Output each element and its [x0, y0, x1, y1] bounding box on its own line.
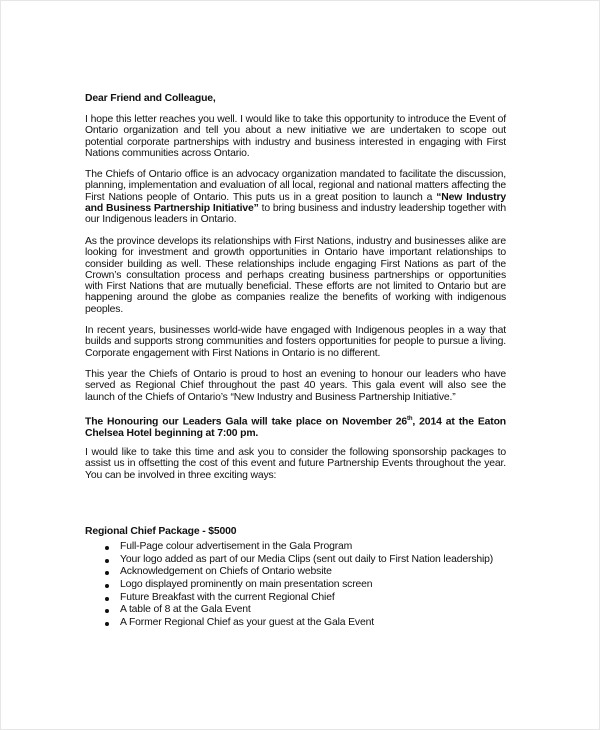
list-item — [85, 617, 493, 630]
list-item-text: A table of 8 at the Gala Event — [120, 604, 251, 616]
bullet-icon — [105, 571, 109, 575]
paragraph-text: The Chiefs of Ontario office is an advocacy organization mandated to facilitate the discussion, planning, implementation and evaluation of all local, regional and national matters affecting the First Nations people of Ontario. This puts us in a great position to launch a — [85, 169, 506, 203]
list-item — [85, 592, 493, 605]
gala-announcement — [85, 414, 506, 439]
bullet-icon — [105, 546, 109, 550]
paragraph-this-year: This year the Chiefs of Ontario is proud to host an evening to honour our leaders who have served as Regional Chief throughout the past 40 years. This gala event will also see the launch of the Chiefs of Ontario’s “New Industry and Business Partnership Initiative.” — [85, 369, 506, 403]
bullet-icon — [105, 622, 109, 626]
gala-sup: th — [407, 416, 413, 422]
initiative-name: “New Industry and Business Partnership Initiative” — [85, 191, 506, 214]
bullet-icon — [105, 559, 109, 563]
paragraph-recent-years: In recent years, businesses world-wide have engaged with Indigenous peoples in a way that builds and supports strong communities and fosters opportunities for people to pursue a living. Corporate engagement with First Nations in Ontario is no different. — [85, 325, 506, 359]
bullet-icon — [105, 609, 109, 613]
list-item-text: Future Breakfast with the current Regional Chief — [120, 591, 335, 603]
paragraph-relationships: As the province develops its relationships with First Nations, industry and businesses alike are looking for investment and growth opportunities in Ontario have important relationships to consider building as well. These relationships include engaging First Nations as part of the Crown’s consultation process and perhaps creating business partnerships or opportunities with First Nations that are mutually beneficial. These efforts are not limited to Ontario but are happening around the globe as companies realize the benefits of working with indigenous peoples. — [85, 236, 506, 315]
package-title: Regional Chief Package - $5000 — [85, 526, 237, 537]
list-item-text: A Former Regional Chief as your guest at the Gala Event — [120, 617, 374, 629]
paragraph-intro: I hope this letter reaches you well. I would like to take this opportunity to introduce the Event of Ontario organization and tell you about a new initiative we are undertaken to scope out potential corporate partnerships with industry and business interested in engaging with First Nations communities across Ontario. — [85, 114, 506, 159]
paragraph-text: to bring business and industry leadership together with our Indigenous leaders in Ontario. — [85, 202, 506, 226]
list-item-text: Logo displayed prominently on main presentation screen — [120, 579, 373, 591]
paragraph-chiefs-office — [85, 169, 506, 225]
gala-text: , 2014 at the Eaton Chelsea Hotel beginning at 7:00 pm. — [85, 416, 506, 439]
list-item — [85, 554, 493, 567]
list-item — [85, 541, 493, 554]
list-item — [85, 604, 493, 617]
list-item-text: Your logo added as part of our Media Clips (sent out daily to First Nation leadership) — [120, 553, 494, 565]
list-item — [85, 566, 493, 579]
paragraph-sponsorship: I would like to take this time and ask you to consider the following sponsorship packages to assist us in offsetting the cost of this event and future Partnership Events throughout the year. You can be involved in three exciting ways: — [85, 447, 506, 481]
list-item-text: Acknowledgement on Chiefs of Ontario website — [120, 566, 332, 578]
package-list — [85, 541, 493, 630]
salutation: Dear Friend and Colleague, — [85, 93, 216, 104]
list-item — [85, 579, 493, 592]
bullet-icon — [105, 597, 109, 601]
gala-text: The Honouring our Leaders Gala will take place on November 26 — [85, 416, 408, 428]
bullet-icon — [105, 584, 109, 588]
list-item-text: Full-Page colour advertisement in the Gala Program — [120, 541, 353, 552]
